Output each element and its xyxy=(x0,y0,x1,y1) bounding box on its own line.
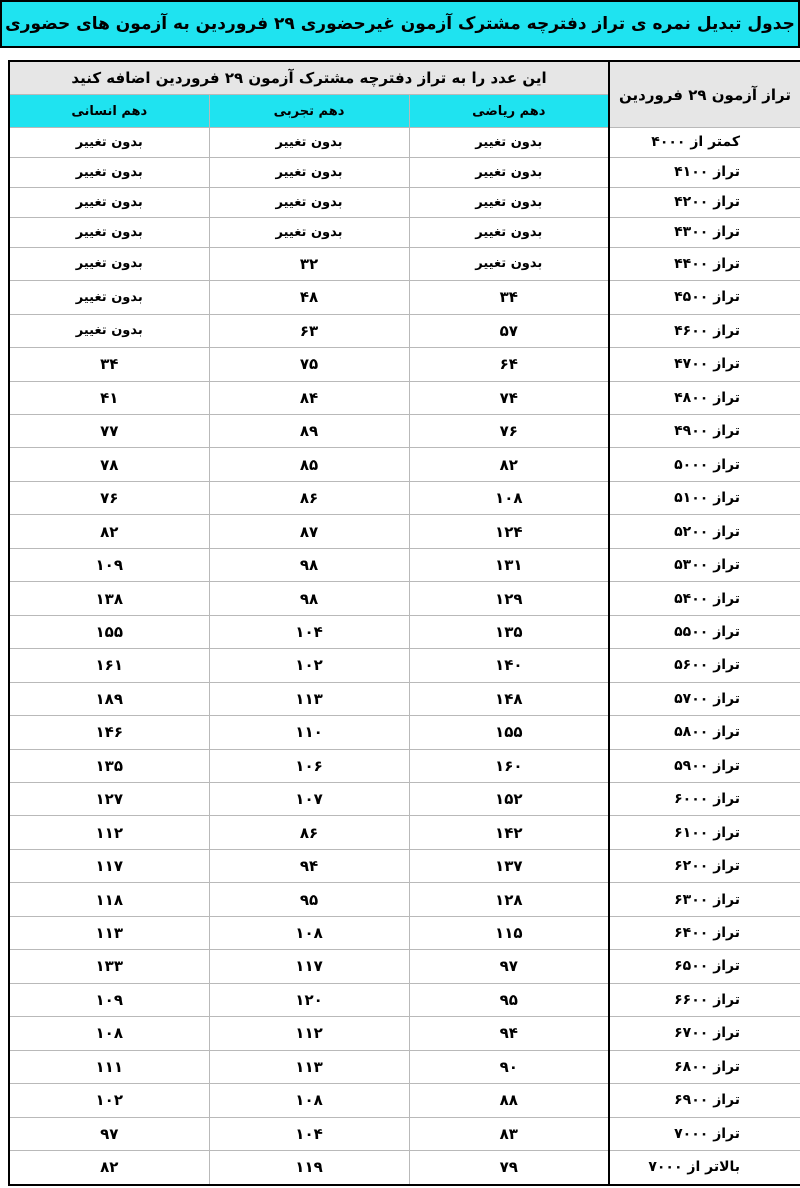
cell-riazi: بدون تغییر xyxy=(409,157,609,187)
table-row xyxy=(9,217,800,247)
table-row xyxy=(9,548,800,581)
cell-tajrobi: ۷۵ xyxy=(209,348,409,381)
cell-tajrobi: ۴۸ xyxy=(209,281,409,314)
table-row xyxy=(9,515,800,548)
cell-tajrobi: ۸۴ xyxy=(209,381,409,414)
cell-riazi: ۱۴۰ xyxy=(409,649,609,682)
cell-taraz: تراز ۵۷۰۰ xyxy=(609,682,800,715)
cell-tajrobi: ۹۸ xyxy=(209,582,409,615)
cell-tajrobi: ۱۱۷ xyxy=(209,950,409,983)
cell-taraz: تراز ۵۸۰۰ xyxy=(609,716,800,749)
cell-taraz: تراز ۶۳۰۰ xyxy=(609,883,800,916)
table-row xyxy=(9,281,800,314)
cell-taraz: تراز ۶۵۰۰ xyxy=(609,950,800,983)
cell-tajrobi: ۱۰۲ xyxy=(209,649,409,682)
cell-taraz: تراز ۶۹۰۰ xyxy=(609,1084,800,1117)
cell-ensani: ۳۴ xyxy=(9,348,209,381)
table-row xyxy=(9,615,800,648)
table-row xyxy=(9,128,800,158)
table-row xyxy=(9,649,800,682)
cell-tajrobi: ۹۸ xyxy=(209,548,409,581)
cell-riazi: ۱۳۷ xyxy=(409,849,609,882)
cell-taraz: تراز ۵۵۰۰ xyxy=(609,615,800,648)
page-title: جدول تبدیل نمره ی تراز دفترچه مشترک آزمون غیرحضوری ۲۹ فروردین به آزمون های حضوری xyxy=(0,0,800,48)
table-row xyxy=(9,749,800,782)
cell-ensani: ۱۰۹ xyxy=(9,983,209,1016)
cell-taraz: تراز ۷۰۰۰ xyxy=(609,1117,800,1150)
cell-riazi: ۷۴ xyxy=(409,381,609,414)
cell-tajrobi: ۱۰۶ xyxy=(209,749,409,782)
cell-ensani: ۱۱۱ xyxy=(9,1050,209,1083)
cell-riazi: ۹۰ xyxy=(409,1050,609,1083)
cell-taraz: تراز ۴۳۰۰ xyxy=(609,217,800,247)
cell-riazi: ۸۸ xyxy=(409,1084,609,1117)
cell-taraz: تراز ۴۸۰۰ xyxy=(609,381,800,414)
cell-riazi: ۱۲۸ xyxy=(409,883,609,916)
cell-taraz: تراز ۴۴۰۰ xyxy=(609,247,800,280)
cell-taraz: تراز ۶۲۰۰ xyxy=(609,849,800,882)
cell-riazi: بدون تغییر xyxy=(409,128,609,158)
table-body xyxy=(9,128,800,1186)
cell-tajrobi: ۱۰۸ xyxy=(209,1084,409,1117)
table-row xyxy=(9,1117,800,1150)
table-row xyxy=(9,481,800,514)
cell-ensani: ۱۰۹ xyxy=(9,548,209,581)
cell-taraz: تراز ۴۶۰۰ xyxy=(609,314,800,347)
cell-taraz: تراز ۵۰۰۰ xyxy=(609,448,800,481)
cell-ensani: ۸۲ xyxy=(9,1150,209,1185)
table-row xyxy=(9,247,800,280)
cell-ensani: ۱۴۶ xyxy=(9,716,209,749)
table-row xyxy=(9,1017,800,1050)
cell-riazi: ۸۲ xyxy=(409,448,609,481)
cell-tajrobi: ۱۰۸ xyxy=(209,916,409,949)
table-row xyxy=(9,1050,800,1083)
cell-riazi: بدون تغییر xyxy=(409,247,609,280)
cell-riazi: ۸۳ xyxy=(409,1117,609,1150)
cell-riazi: بدون تغییر xyxy=(409,187,609,217)
cell-ensani: ۱۱۷ xyxy=(9,849,209,882)
cell-tajrobi: ۱۰۷ xyxy=(209,783,409,816)
cell-ensani: ۸۲ xyxy=(9,515,209,548)
cell-taraz: تراز ۶۷۰۰ xyxy=(609,1017,800,1050)
cell-tajrobi: ۱۱۳ xyxy=(209,1050,409,1083)
cell-taraz: تراز ۶۸۰۰ xyxy=(609,1050,800,1083)
cell-ensani: ۱۳۵ xyxy=(9,749,209,782)
cell-tajrobi: ۹۴ xyxy=(209,849,409,882)
cell-ensani: ۱۶۱ xyxy=(9,649,209,682)
table-row xyxy=(9,816,800,849)
cell-tajrobi: ۸۶ xyxy=(209,481,409,514)
cell-ensani: ۱۱۲ xyxy=(9,816,209,849)
table-row xyxy=(9,783,800,816)
cell-tajrobi: ۹۵ xyxy=(209,883,409,916)
cell-ensani: ۴۱ xyxy=(9,381,209,414)
cell-ensani: ۷۶ xyxy=(9,481,209,514)
cell-ensani: ۱۱۸ xyxy=(9,883,209,916)
table-row xyxy=(9,582,800,615)
cell-ensani: بدون تغییر xyxy=(9,157,209,187)
cell-ensani: بدون تغییر xyxy=(9,247,209,280)
cell-ensani: بدون تغییر xyxy=(9,217,209,247)
table-row xyxy=(9,716,800,749)
cell-tajrobi: بدون تغییر xyxy=(209,157,409,187)
cell-ensani: بدون تغییر xyxy=(9,187,209,217)
cell-tajrobi: ۶۳ xyxy=(209,314,409,347)
cell-ensani: ۹۷ xyxy=(9,1117,209,1150)
cell-tajrobi: بدون تغییر xyxy=(209,187,409,217)
table-row xyxy=(9,187,800,217)
cell-taraz: تراز ۴۷۰۰ xyxy=(609,348,800,381)
header-col-ensani: دهم انسانی xyxy=(9,95,209,128)
cell-ensani: ۱۱۳ xyxy=(9,916,209,949)
cell-riazi: ۱۶۰ xyxy=(409,749,609,782)
cell-taraz: تراز ۵۲۰۰ xyxy=(609,515,800,548)
cell-tajrobi: ۸۷ xyxy=(209,515,409,548)
cell-taraz: تراز ۴۱۰۰ xyxy=(609,157,800,187)
cell-riazi: ۶۴ xyxy=(409,348,609,381)
cell-riazi: ۱۵۲ xyxy=(409,783,609,816)
header-col-tajrobi: دهم تجربی xyxy=(209,95,409,128)
cell-tajrobi: ۱۰۴ xyxy=(209,615,409,648)
cell-riazi: ۹۷ xyxy=(409,950,609,983)
cell-taraz: تراز ۶۴۰۰ xyxy=(609,916,800,949)
cell-riazi: ۵۷ xyxy=(409,314,609,347)
table-row xyxy=(9,415,800,448)
cell-ensani: ۱۰۸ xyxy=(9,1017,209,1050)
table-row xyxy=(9,950,800,983)
cell-tajrobi: ۱۱۹ xyxy=(209,1150,409,1185)
cell-taraz: تراز ۴۵۰۰ xyxy=(609,281,800,314)
table-row xyxy=(9,448,800,481)
cell-tajrobi: ۳۲ xyxy=(209,247,409,280)
cell-ensani: بدون تغییر xyxy=(9,128,209,158)
cell-taraz: تراز ۴۲۰۰ xyxy=(609,187,800,217)
table-row xyxy=(9,883,800,916)
cell-riazi: ۱۳۵ xyxy=(409,615,609,648)
cell-riazi: ۱۵۵ xyxy=(409,716,609,749)
table-row xyxy=(9,983,800,1016)
cell-riazi: ۱۴۸ xyxy=(409,682,609,715)
cell-taraz: تراز ۵۱۰۰ xyxy=(609,481,800,514)
cell-taraz: تراز ۵۳۰۰ xyxy=(609,548,800,581)
conversion-table xyxy=(8,60,800,1186)
cell-taraz: تراز ۵۹۰۰ xyxy=(609,749,800,782)
table-row xyxy=(9,348,800,381)
table-row xyxy=(9,314,800,347)
cell-ensani: بدون تغییر xyxy=(9,281,209,314)
table-row xyxy=(9,381,800,414)
cell-tajrobi: ۱۰۴ xyxy=(209,1117,409,1150)
cell-tajrobi: ۱۱۰ xyxy=(209,716,409,749)
cell-riazi: ۳۴ xyxy=(409,281,609,314)
cell-ensani: ۱۵۵ xyxy=(9,615,209,648)
cell-taraz: بالاتر از ۷۰۰۰ xyxy=(609,1150,800,1185)
cell-riazi: ۱۲۴ xyxy=(409,515,609,548)
header-col-riazi: دهم ریاضی xyxy=(409,95,609,128)
cell-riazi: ۱۳۱ xyxy=(409,548,609,581)
cell-ensani: ۱۲۷ xyxy=(9,783,209,816)
cell-ensani: ۱۳۳ xyxy=(9,950,209,983)
header-row-group xyxy=(9,61,800,95)
cell-tajrobi: بدون تغییر xyxy=(209,217,409,247)
cell-taraz: تراز ۶۱۰۰ xyxy=(609,816,800,849)
cell-ensani: بدون تغییر xyxy=(9,314,209,347)
cell-riazi: ۷۶ xyxy=(409,415,609,448)
cell-riazi: ۹۵ xyxy=(409,983,609,1016)
cell-ensani: ۷۸ xyxy=(9,448,209,481)
cell-ensani: ۱۳۸ xyxy=(9,582,209,615)
cell-riazi: ۱۰۸ xyxy=(409,481,609,514)
cell-tajrobi: بدون تغییر xyxy=(209,128,409,158)
table-row xyxy=(9,849,800,882)
cell-ensani: ۷۷ xyxy=(9,415,209,448)
cell-taraz: تراز ۵۴۰۰ xyxy=(609,582,800,615)
table-row xyxy=(9,682,800,715)
cell-riazi: ۱۲۹ xyxy=(409,582,609,615)
cell-taraz: تراز ۵۶۰۰ xyxy=(609,649,800,682)
cell-riazi: بدون تغییر xyxy=(409,217,609,247)
table-row xyxy=(9,1150,800,1185)
header-taraz: تراز آزمون ۲۹ فروردین xyxy=(609,61,800,128)
cell-tajrobi: ۸۶ xyxy=(209,816,409,849)
cell-riazi: ۱۱۵ xyxy=(409,916,609,949)
cell-taraz: کمتر از ۴۰۰۰ xyxy=(609,128,800,158)
cell-riazi: ۱۴۲ xyxy=(409,816,609,849)
cell-tajrobi: ۱۱۳ xyxy=(209,682,409,715)
cell-ensani: ۱۰۲ xyxy=(9,1084,209,1117)
cell-tajrobi: ۱۱۲ xyxy=(209,1017,409,1050)
cell-taraz: تراز ۴۹۰۰ xyxy=(609,415,800,448)
table-row xyxy=(9,1084,800,1117)
table-row xyxy=(9,916,800,949)
cell-riazi: ۹۴ xyxy=(409,1017,609,1050)
cell-taraz: تراز ۶۰۰۰ xyxy=(609,783,800,816)
cell-taraz: تراز ۶۶۰۰ xyxy=(609,983,800,1016)
cell-riazi: ۷۹ xyxy=(409,1150,609,1185)
cell-ensani: ۱۸۹ xyxy=(9,682,209,715)
header-group-label: این عدد را به تراز دفترچه مشترک آزمون ۲۹ فروردین اضافه کنید xyxy=(9,61,609,95)
cell-tajrobi: ۸۵ xyxy=(209,448,409,481)
cell-tajrobi: ۸۹ xyxy=(209,415,409,448)
table-row xyxy=(9,157,800,187)
cell-tajrobi: ۱۲۰ xyxy=(209,983,409,1016)
